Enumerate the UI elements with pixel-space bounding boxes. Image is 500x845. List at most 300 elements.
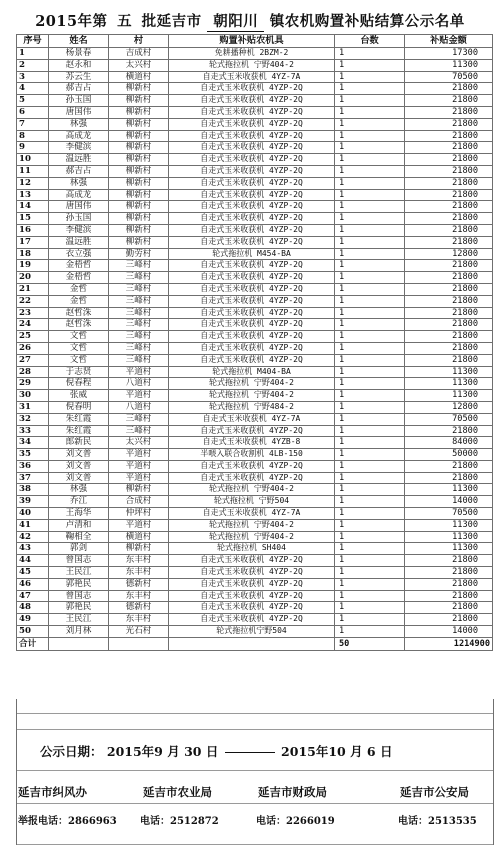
- table-cell: 1: [335, 248, 405, 260]
- table-cell: 23: [17, 307, 49, 319]
- table-cell: 1: [335, 437, 405, 449]
- table-cell: 孙玉国: [49, 95, 109, 107]
- table-cell: 三峰村: [109, 283, 169, 295]
- table-cell: 43: [17, 543, 49, 555]
- table-cell: 15: [17, 213, 49, 225]
- table-cell: 21800: [405, 319, 493, 331]
- table-row: [17, 236, 493, 248]
- table-cell: 东丰村: [109, 555, 169, 567]
- table-row: [17, 390, 493, 402]
- phone-number: 2512872: [170, 816, 219, 827]
- table-cell: 1: [335, 130, 405, 142]
- table-cell: 朱红霞: [49, 425, 109, 437]
- table-cell: 德新村: [109, 602, 169, 614]
- table-cell: 11300: [405, 484, 493, 496]
- table-cell: 1: [335, 425, 405, 437]
- table-cell: 自走式玉米收获机 4YZP-2Q: [169, 95, 335, 107]
- table-cell: 李健滨: [49, 224, 109, 236]
- table-cell: 11300: [405, 543, 493, 555]
- table-cell: 35: [17, 449, 49, 461]
- table-row: [17, 590, 493, 602]
- table-cell: 王海华: [49, 508, 109, 520]
- table-cell: 21800: [405, 578, 493, 590]
- table-row: [17, 260, 493, 272]
- table-cell: 11300: [405, 519, 493, 531]
- table-cell: 50000: [405, 449, 493, 461]
- table-cell: 孙玉国: [49, 213, 109, 225]
- table-cell: 1: [335, 614, 405, 626]
- table-cell: 1: [335, 578, 405, 590]
- publication-start: 2015年9 月 30 日: [106, 744, 219, 759]
- table-cell: 37: [17, 472, 49, 484]
- table-cell: 金哲: [49, 295, 109, 307]
- table-row: [17, 59, 493, 71]
- table-cell: 14000: [405, 496, 493, 508]
- table-cell: 1: [335, 401, 405, 413]
- table-row: [17, 106, 493, 118]
- table-cell: 东丰村: [109, 614, 169, 626]
- table-cell: 11300: [405, 59, 493, 71]
- table-cell: 1: [335, 283, 405, 295]
- table-cell: 平道村: [109, 366, 169, 378]
- table-cell: 1: [335, 496, 405, 508]
- table-cell: 21800: [405, 201, 493, 213]
- table-cell: 1: [335, 177, 405, 189]
- table-cell: 轮式拖拉机 宁野404-2: [169, 519, 335, 531]
- table-cell: 自走式玉米收获机 4YZP-2Q: [169, 567, 335, 579]
- table-cell: 温远胜: [49, 154, 109, 166]
- table-cell: 42: [17, 531, 49, 543]
- table-cell: 1: [17, 48, 49, 60]
- table-cell: 自走式玉米收获机 4YZP-2Q: [169, 118, 335, 130]
- total-count: 50: [335, 637, 405, 650]
- table-row: [17, 83, 493, 95]
- table-cell: 王民江: [49, 614, 109, 626]
- table-cell: 21800: [405, 165, 493, 177]
- table-cell: 柳新村: [109, 130, 169, 142]
- table-cell: 三峰村: [109, 272, 169, 284]
- table-cell: 东丰村: [109, 567, 169, 579]
- table-cell: 自走式玉米收获机 4YZP-2Q: [169, 106, 335, 118]
- table-cell: 文哲: [49, 354, 109, 366]
- publication-end: 2015年10 月 6 日: [281, 744, 393, 759]
- table-cell: 自走式玉米收获机 4YZP-2Q: [169, 602, 335, 614]
- table-row: [17, 118, 493, 130]
- table-cell: 横道村: [109, 71, 169, 83]
- table-cell: 21800: [405, 272, 493, 284]
- table-cell: 9: [17, 142, 49, 154]
- table-cell: 6: [17, 106, 49, 118]
- table-cell: 7: [17, 118, 49, 130]
- dept-finance: 延吉市财政局: [258, 785, 327, 799]
- table-cell: 高成龙: [49, 189, 109, 201]
- table-cell: 21800: [405, 118, 493, 130]
- table-cell: 轮式拖拉机 宁野404-2: [169, 59, 335, 71]
- title-town: 朝阳川: [207, 10, 264, 32]
- header-cell: 购置补贴农机具: [169, 35, 335, 48]
- table-cell: 勤劳村: [109, 248, 169, 260]
- table-cell: 49: [17, 614, 49, 626]
- table-cell: 21800: [405, 342, 493, 354]
- table-cell: 曾国志: [49, 590, 109, 602]
- table-cell: 1: [335, 59, 405, 71]
- table-cell: 平道村: [109, 472, 169, 484]
- table-cell: 21800: [405, 236, 493, 248]
- table-cell: 21800: [405, 283, 493, 295]
- table-cell: 平道村: [109, 449, 169, 461]
- table-row: [17, 413, 493, 425]
- phone-finance: [256, 812, 335, 827]
- divider: [17, 770, 493, 771]
- table-cell: 柳新村: [109, 95, 169, 107]
- table-cell: 刘文普: [49, 460, 109, 472]
- table-cell: 柳新村: [109, 154, 169, 166]
- table-cell: 柳新村: [109, 189, 169, 201]
- table-cell: 28: [17, 366, 49, 378]
- table-cell: 苏云生: [49, 71, 109, 83]
- table-cell: 20: [17, 272, 49, 284]
- table-cell: 合成村: [109, 496, 169, 508]
- table-row: [17, 71, 493, 83]
- table-cell: 1: [335, 378, 405, 390]
- table-cell: 36: [17, 460, 49, 472]
- table-cell: 柳新村: [109, 484, 169, 496]
- table-cell: 1: [335, 224, 405, 236]
- table-row: [17, 319, 493, 331]
- header-cell: 台数: [335, 35, 405, 48]
- table-row: [17, 437, 493, 449]
- table-cell: 柳新村: [109, 83, 169, 95]
- table-cell: 自走式玉米收获机 4YZP-2Q: [169, 130, 335, 142]
- table-cell: 鞠相全: [49, 531, 109, 543]
- table-cell: 朱红霞: [49, 413, 109, 425]
- table-cell: 张威: [49, 390, 109, 402]
- table-cell: 柳新村: [109, 224, 169, 236]
- table-cell: 三峰村: [109, 260, 169, 272]
- table-row: [17, 449, 493, 461]
- table-cell: 轮式拖拉机 M454-BA: [169, 248, 335, 260]
- table-cell: 半喂入联合收割机 4LB-150: [169, 449, 335, 461]
- table-cell: 70500: [405, 71, 493, 83]
- table-cell: 吉成村: [109, 48, 169, 60]
- table-cell: 40: [17, 508, 49, 520]
- table-cell: 自走式玉米收获机 4YZP-2Q: [169, 260, 335, 272]
- table-cell: 1: [335, 213, 405, 225]
- table-cell: 轮式拖拉机 宁野404-2: [169, 531, 335, 543]
- table-cell: 1: [335, 307, 405, 319]
- table-cell: 21800: [405, 106, 493, 118]
- table-cell: 11300: [405, 531, 493, 543]
- table-cell: 1: [335, 165, 405, 177]
- phone-police: [398, 812, 477, 827]
- table-cell: 1: [335, 319, 405, 331]
- table-cell: 柳新村: [109, 142, 169, 154]
- table-row: [17, 496, 493, 508]
- table-cell: 平道村: [109, 519, 169, 531]
- table-cell: 郭剑: [49, 543, 109, 555]
- table-cell: 1: [335, 460, 405, 472]
- table-cell: 1: [335, 106, 405, 118]
- table-cell: 三峰村: [109, 307, 169, 319]
- table-cell: 赵哲洙: [49, 307, 109, 319]
- table-cell: 45: [17, 567, 49, 579]
- table-cell: 21800: [405, 555, 493, 567]
- table-cell: 文哲: [49, 331, 109, 343]
- table-cell: 赵哲洙: [49, 319, 109, 331]
- phone-jiufeng: [18, 812, 117, 827]
- total-amount: 1214900: [405, 637, 493, 650]
- table-cell: 自走式玉米收获机 4YZ-7A: [169, 508, 335, 520]
- divider: [17, 803, 493, 804]
- table-cell: 1: [335, 272, 405, 284]
- table-row: [17, 354, 493, 366]
- table-row: [17, 519, 493, 531]
- table-cell: 1: [335, 260, 405, 272]
- table-cell: 林强: [49, 177, 109, 189]
- table-cell: 21800: [405, 95, 493, 107]
- table-cell: 自走式玉米收获机 4YZP-2Q: [169, 189, 335, 201]
- table-row: [17, 472, 493, 484]
- table-cell: 自走式玉米收获机 4YZP-2Q: [169, 342, 335, 354]
- phone-label: 举报电话：: [18, 816, 68, 827]
- table-row: [17, 602, 493, 614]
- table-cell: 柳新村: [109, 543, 169, 555]
- table-cell: 八道村: [109, 401, 169, 413]
- publication-label: 公示日期：: [40, 744, 103, 759]
- table-cell: 轮式拖拉机 SH404: [169, 543, 335, 555]
- table-cell: 25: [17, 331, 49, 343]
- table-cell: 自走式玉米收获机 4YZP-2Q: [169, 83, 335, 95]
- phone-label: 电话：: [256, 816, 286, 827]
- table-cell: 倪春明: [49, 401, 109, 413]
- table-row: [17, 508, 493, 520]
- phone-number: 2513535: [428, 816, 477, 827]
- dept-agriculture: 延吉市农业局: [143, 785, 212, 799]
- table-cell: 21800: [405, 142, 493, 154]
- table-cell: 赵永和: [49, 59, 109, 71]
- table-cell: 11300: [405, 366, 493, 378]
- table-cell: 自走式玉米收获机 4YZP-2Q: [169, 154, 335, 166]
- table-cell: 70500: [405, 508, 493, 520]
- table-cell: 平道村: [109, 460, 169, 472]
- table-cell: 44: [17, 555, 49, 567]
- table-cell: 1: [335, 543, 405, 555]
- table-cell: 46: [17, 578, 49, 590]
- table-cell: 1: [335, 531, 405, 543]
- table-cell: 金梧哲: [49, 260, 109, 272]
- table-row: [17, 189, 493, 201]
- table-cell: 刘文普: [49, 472, 109, 484]
- table-cell: 轮式拖拉机 宁野404-2: [169, 378, 335, 390]
- table-cell: 横道村: [109, 531, 169, 543]
- title-batch: 五: [117, 13, 133, 30]
- table-cell: 1: [335, 354, 405, 366]
- table-cell: 21800: [405, 614, 493, 626]
- table-cell: 27: [17, 354, 49, 366]
- table-cell: 自走式玉米收获机 4YZP-2Q: [169, 425, 335, 437]
- table-cell: 倪春程: [49, 378, 109, 390]
- table-cell: 1: [335, 201, 405, 213]
- table-cell: 21: [17, 283, 49, 295]
- table-cell: 21800: [405, 83, 493, 95]
- table-cell: 1: [335, 390, 405, 402]
- table-cell: 84000: [405, 437, 493, 449]
- table-cell: 唐国伟: [49, 201, 109, 213]
- table-cell: 1: [335, 484, 405, 496]
- table-cell: 1: [335, 83, 405, 95]
- table-cell: 林强: [49, 118, 109, 130]
- table-cell: 1: [335, 472, 405, 484]
- table-cell: 自走式玉米收获机 4YZP-2Q: [169, 165, 335, 177]
- table-cell: 21800: [405, 224, 493, 236]
- table-cell: 唐国伟: [49, 106, 109, 118]
- table-cell: 1: [335, 236, 405, 248]
- table-cell: 柳新村: [109, 165, 169, 177]
- table-cell: 21800: [405, 295, 493, 307]
- table-cell: 自走式玉米收获机 4YZP-2Q: [169, 460, 335, 472]
- header-cell: 姓名: [49, 35, 109, 48]
- table-cell: 自走式玉米收获机 4YZP-2Q: [169, 283, 335, 295]
- table-cell: 自走式玉米收获机 4YZP-2Q: [169, 224, 335, 236]
- table-cell: 70500: [405, 413, 493, 425]
- table-cell: 14: [17, 201, 49, 213]
- table-cell: 33: [17, 425, 49, 437]
- table-cell: 11: [17, 165, 49, 177]
- table-cell: 34: [17, 437, 49, 449]
- table-cell: 8: [17, 130, 49, 142]
- table-row: [17, 213, 493, 225]
- table-cell: 38: [17, 484, 49, 496]
- table-row: [17, 177, 493, 189]
- table-cell: 1: [335, 71, 405, 83]
- table-cell: 自走式玉米收获机 4YZP-2Q: [169, 472, 335, 484]
- table-cell: 24: [17, 319, 49, 331]
- table-cell: 16: [17, 224, 49, 236]
- table-cell: 太兴村: [109, 437, 169, 449]
- phone-agriculture: [140, 812, 219, 827]
- table-cell: 1: [335, 449, 405, 461]
- table-cell: 杨景春: [49, 48, 109, 60]
- table-cell: 郝吉占: [49, 83, 109, 95]
- table-cell: 轮式拖拉机 宁野484-2: [169, 401, 335, 413]
- table-row: [17, 283, 493, 295]
- table-cell: 1: [335, 567, 405, 579]
- table-cell: 自走式玉米收获机 4YZP-2Q: [169, 319, 335, 331]
- table-cell: 1: [335, 590, 405, 602]
- table-cell: 自走式玉米收获机 4YZ-7A: [169, 413, 335, 425]
- table-row: [17, 342, 493, 354]
- table-row: [17, 543, 493, 555]
- date-dash: [225, 752, 275, 753]
- title-prefix: 2015年第: [35, 13, 108, 30]
- table-cell: 东丰村: [109, 590, 169, 602]
- divider: [17, 729, 493, 730]
- table-cell: 47: [17, 590, 49, 602]
- table-row: [17, 272, 493, 284]
- title-mid: 批延吉市: [141, 13, 202, 30]
- table-cell: 郭艳民: [49, 602, 109, 614]
- table-cell: 32: [17, 413, 49, 425]
- table-cell: 郎新民: [49, 437, 109, 449]
- table-cell: 13: [17, 189, 49, 201]
- table-cell: 郝吉占: [49, 165, 109, 177]
- table-cell: 1: [335, 48, 405, 60]
- table-cell: 曾国志: [49, 555, 109, 567]
- table-cell: 21800: [405, 460, 493, 472]
- table-cell: 48: [17, 602, 49, 614]
- table-cell: 自走式玉米收获机 4YZP-2Q: [169, 354, 335, 366]
- table-cell: 21800: [405, 354, 493, 366]
- table-row: [17, 531, 493, 543]
- table-cell: 自走式玉米收获机 4YZP-2Q: [169, 213, 335, 225]
- table-cell: 轮式拖拉机 宁野404-2: [169, 390, 335, 402]
- table-row: [17, 626, 493, 638]
- table-row: [17, 165, 493, 177]
- table-cell: 自走式玉米收获机 4YZB-8: [169, 437, 335, 449]
- table-cell: 免耕播种机 2BZM-2: [169, 48, 335, 60]
- table-cell: 刘文普: [49, 449, 109, 461]
- table-cell: 文哲: [49, 342, 109, 354]
- table-cell: 光石村: [109, 626, 169, 638]
- table-cell: 1: [335, 342, 405, 354]
- table-cell: 自走式玉米收获机 4YZP-2Q: [169, 295, 335, 307]
- table-cell: 仲坪村: [109, 508, 169, 520]
- table-cell: 三峰村: [109, 342, 169, 354]
- table-row: [17, 401, 493, 413]
- table-cell: 1: [335, 413, 405, 425]
- table-row: [17, 425, 493, 437]
- table-cell: 自走式玉米收获机 4YZP-2Q: [169, 555, 335, 567]
- table-cell: 11300: [405, 390, 493, 402]
- table-cell: 王民江: [49, 567, 109, 579]
- table-cell: 柳新村: [109, 118, 169, 130]
- table-cell: 2: [17, 59, 49, 71]
- table-cell: 1: [335, 95, 405, 107]
- table-cell: 1: [335, 555, 405, 567]
- table-cell: [109, 637, 169, 650]
- table-row: [17, 48, 493, 60]
- table-cell: 郭艳民: [49, 578, 109, 590]
- table-cell: 温远胜: [49, 236, 109, 248]
- table-row: [17, 130, 493, 142]
- table-cell: 轮式拖拉机 宁野404-2: [169, 484, 335, 496]
- table-cell: 刘月林: [49, 626, 109, 638]
- table-cell: 21800: [405, 307, 493, 319]
- table-cell: 1: [335, 366, 405, 378]
- table-row: [17, 224, 493, 236]
- table-row: [17, 614, 493, 626]
- table-cell: 12800: [405, 248, 493, 260]
- table-cell: 轮式拖拉机 M404-BA: [169, 366, 335, 378]
- table-cell: 21800: [405, 154, 493, 166]
- table-cell: 柳新村: [109, 236, 169, 248]
- table-cell: 八道村: [109, 378, 169, 390]
- table-cell: [169, 637, 335, 650]
- table-cell: 德新村: [109, 578, 169, 590]
- table-cell: 18: [17, 248, 49, 260]
- table-cell: 41: [17, 519, 49, 531]
- phone-label: 电话：: [398, 816, 428, 827]
- document-title: [0, 10, 500, 32]
- table-cell: 金梧哲: [49, 272, 109, 284]
- table-cell: 三峰村: [109, 354, 169, 366]
- table-row: [17, 295, 493, 307]
- table-cell: 自走式玉米收获机 4YZP-2Q: [169, 578, 335, 590]
- table-cell: 1: [335, 519, 405, 531]
- table-cell: 26: [17, 342, 49, 354]
- table-cell: 22: [17, 295, 49, 307]
- table-cell: 21800: [405, 331, 493, 343]
